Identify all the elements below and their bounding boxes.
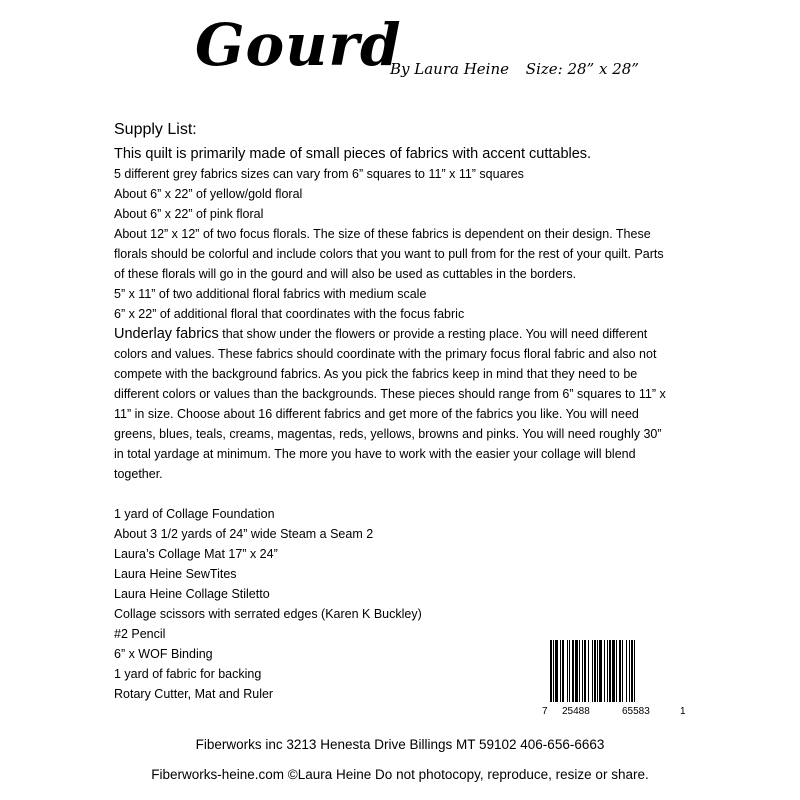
- barcode-bars: [550, 640, 635, 702]
- barcode-bar: [567, 640, 568, 702]
- tool-item: 1 yard of Collage Foundation: [114, 507, 275, 521]
- barcode-bar: [604, 640, 605, 702]
- tool-item: Laura Heine SewTites: [114, 567, 237, 581]
- barcode-bar: [579, 640, 580, 702]
- barcode-bar: [631, 640, 633, 702]
- tool-item: Rotary Cutter, Mat and Ruler: [114, 687, 274, 701]
- supply-heading: Supply List:: [114, 121, 197, 138]
- barcode-bar: [592, 640, 593, 702]
- author: By Laura Heine: [390, 60, 510, 78]
- byline: [390, 60, 651, 78]
- barcode-bar: [572, 640, 574, 702]
- barcode-bar: [629, 640, 630, 702]
- barcode-bar: [607, 640, 608, 702]
- tool-item: #2 Pencil: [114, 627, 166, 641]
- barcode-bar: [626, 640, 627, 702]
- tool-item: 1 yard of fabric for backing: [114, 667, 262, 681]
- supply-item: About 6” x 22” of yellow/gold floral: [114, 187, 303, 201]
- footer-address: Fiberworks inc 3213 Henesta Drive Billings MT 59102 406-656-6663: [195, 737, 605, 752]
- supply-item: About 6” x 22” of pink floral: [114, 207, 264, 221]
- barcode-bar: [612, 640, 615, 702]
- barcode-bar: [569, 640, 570, 702]
- barcode-bar: [588, 640, 589, 702]
- tool-item: 6” x WOF Binding: [114, 647, 213, 661]
- barcode-bar: [599, 640, 602, 702]
- barcode-bar: [562, 640, 564, 702]
- barcode-digits-1: 25488: [562, 706, 590, 717]
- barcode-bar: [553, 640, 554, 702]
- focus-paragraph: About 12” x 12” of two focus florals. The size of these fabrics is dependent on their design. These florals should be colorful and include colors that you want to pull from for the rest of your quilt. Parts of these florals will go in the gourd and will also be used as cuttables in the borders.: [114, 227, 664, 281]
- barcode-digit-right: 1: [680, 706, 686, 717]
- tool-item: Laura’s Collage Mat 17” x 24”: [114, 547, 278, 561]
- barcode-bar: [597, 640, 598, 702]
- barcode-bar: [575, 640, 578, 702]
- pattern-title: Gourd: [195, 11, 402, 79]
- barcode-bar: [555, 640, 558, 702]
- barcode-bar: [584, 640, 586, 702]
- barcode-bar: [634, 640, 635, 702]
- supply-item: 5 different grey fabrics sizes can vary from 6” squares to 11” x 11” squares: [114, 167, 524, 181]
- barcode-digit-left: 7: [542, 706, 548, 717]
- underlay-paragraph: [114, 324, 674, 484]
- barcode-digits-2: 65583: [622, 706, 650, 717]
- barcode-bar: [582, 640, 583, 702]
- supply-intro: This quilt is primarily made of small pieces of fabrics with accent cuttables.: [114, 146, 592, 162]
- barcode-bar: [609, 640, 611, 702]
- barcode-bar: [622, 640, 623, 702]
- tool-item: About 3 1/2 yards of 24” wide Steam a Seam 2: [114, 527, 374, 541]
- tool-item: Laura Heine Collage Stiletto: [114, 587, 270, 601]
- supply-item: 5” x 11” of two additional floral fabrics with medium scale: [114, 287, 427, 301]
- footer-copyright: Fiberworks-heine.com ©Laura Heine Do not photocopy, reproduce, resize or share.: [151, 767, 649, 782]
- quilt-size: Size: 28” x 28”: [525, 60, 639, 78]
- barcode-bar: [550, 640, 552, 702]
- barcode-bar: [619, 640, 621, 702]
- barcode-bar: [616, 640, 617, 702]
- barcode-bar: [594, 640, 596, 702]
- supply-list: [114, 120, 674, 704]
- underlay-lead: Underlay fabrics: [114, 326, 219, 342]
- supply-item: 6” x 22” of additional floral that coordinates with the focus fabric: [114, 307, 465, 321]
- tool-item: Collage scissors with serrated edges (Karen K Buckley): [114, 607, 422, 621]
- underlay-text: that show under the flowers or provide a resting place. You will need different colors and values. These fabrics should coordinate with the primary focus floral fabric and also not compete with the background fabrics. As you pick the fabrics keep in mind that they need to be different colors or values than the backgrounds. These pieces should range from 6” squares to 11” x 11” in size. Choose about 16 different fabrics and get more of the fabrics you like. You will need greens, blues, teals, creams, magentas, reds, yellows, browns and pinks. You will need roughly 30” in total yardage at minimum. The more you have to work with the easier your collage will blend together.: [114, 327, 666, 481]
- barcode-bar: [560, 640, 561, 702]
- barcode: [540, 638, 690, 718]
